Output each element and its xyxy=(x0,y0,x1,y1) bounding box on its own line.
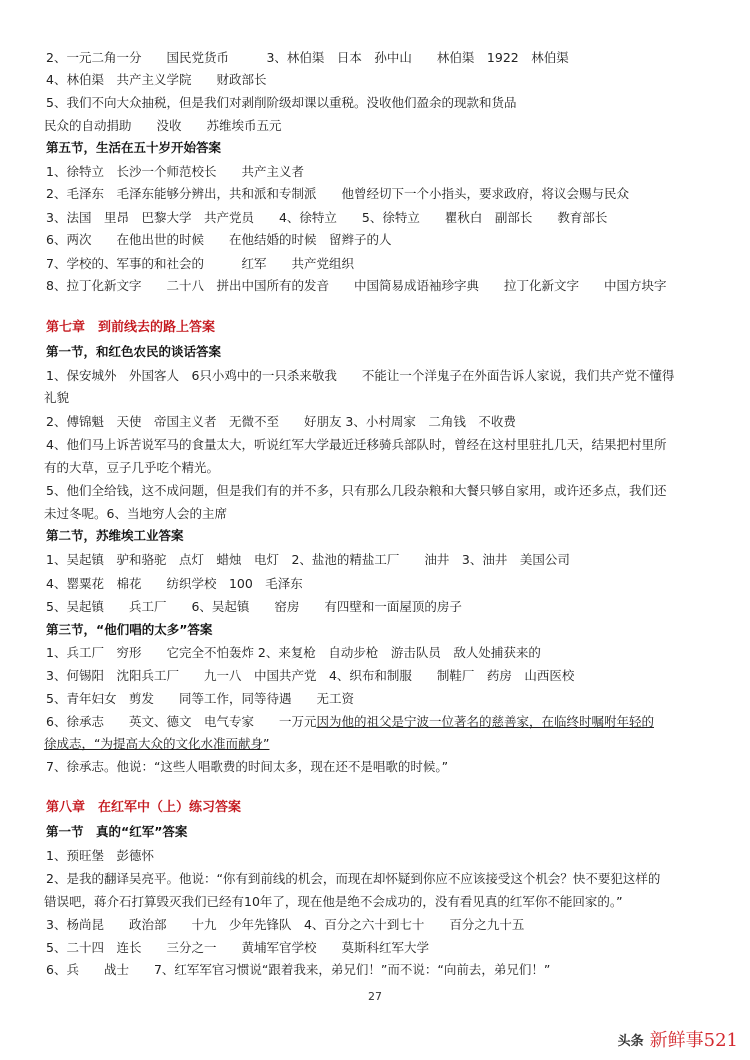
answer-line: 错误吧，蒋介石打算毁灭我们已经有10年了，现在他是绝不会成功的，没有看见真的红军你不能回家的。” xyxy=(44,894,623,909)
answer-line: 1、徐特立 长沙一个师范校长 共产主义者 xyxy=(46,164,304,179)
answer-line: 3、何锡阳 沈阳兵工厂 九一八 中国共产党 4、织布和制服 制鞋厂 药房 山西医校 xyxy=(46,668,575,683)
answer-line: 未过冬呢。6、当地穷人会的主席 xyxy=(44,506,227,521)
chapter-heading: 第八章 在红军中（上）练习答案 xyxy=(46,800,242,815)
answer-line: 5、吴起镇 兵工厂 6、吴起镇 窑房 有四壁和一面屋顶的房子 xyxy=(46,599,462,614)
underlined-answer-line: 徐成志，“为提高大众的文化水准而献身” xyxy=(44,736,270,751)
answer-line: 5、青年妇女 剪发 同等工作，同等待遇 无工资 xyxy=(46,691,354,706)
answer-line: 3、杨尚昆 政治部 十九 少年先锋队 4、百分之六十到七十 百分之九十五 xyxy=(46,917,525,932)
answer-line: 4、罂粟花 棉花 纺织学校 100 毛泽东 xyxy=(46,576,303,591)
page-number: 27 xyxy=(368,990,382,1003)
answer-line: 2、傅锦魁 天使 帝国主义者 无微不至 好朋友 3、小村周家 二角钱 不收费 xyxy=(46,414,516,429)
answer-line: 4、他们马上诉苦说军马的食量太大，听说红军大学最近迁移骑兵部队时，曾经在这村里驻扎几天，结果把村里所 xyxy=(46,437,667,452)
answer-line: 礼貌 xyxy=(44,390,70,405)
answer-line: 7、徐承志。他说：“这些人唱歌费的时间太多，现在还不是唱歌的时候。” xyxy=(46,759,449,774)
section-heading: 第五节，生活在五十岁开始答案 xyxy=(46,140,222,155)
answer-line: 有的大草，豆子几乎吃个精光。 xyxy=(44,460,220,475)
section-heading: 第二节，苏维埃工业答案 xyxy=(46,528,184,543)
answer-line: 5、他们全给钱，这不成问题，但是我们有的并不多，只有那么几段杂粮和大餐只够自家用，或许还多点，我们还 xyxy=(46,483,667,498)
section-heading: 第一节 真的“红军”答案 xyxy=(46,824,188,839)
answer-line: 2、是我的翻译吴亮平。他说：“你有到前线的机会，而现在却怀疑到你应不应该接受这个机会？快不要犯这样的 xyxy=(46,871,661,886)
answer-line: 8、拉丁化新文字 二十八 拼出中国所有的发音 中国简易成语袖珍字典 拉丁化新文字 中国方块字 xyxy=(46,278,667,293)
answer-line: 7、学校的、军事的和社会的 红军 共产党组织 xyxy=(46,256,354,271)
section-heading: 第一节，和红色农民的谈话答案 xyxy=(46,344,222,359)
answer-line xyxy=(46,712,710,732)
answer-line: 6、兵 战士 7、红军军官习惯说“跟着我来，弟兄们！”而不说：“向前去，弟兄们！” xyxy=(46,962,551,977)
section-heading: 第三节，“他们唱的太多”答案 xyxy=(46,622,213,637)
underlined-answer-text: 因为他的祖父是宁波一位著名的慈善家，在临终时嘱咐年轻的 xyxy=(316,714,654,729)
answer-line: 1、兵工厂 穷形 它完全不怕轰炸 2、来复枪 自动步枪 游击队员 敌人处捕获来的 xyxy=(46,645,541,660)
chapter-heading: 第七章 到前线去的路上答案 xyxy=(46,320,216,335)
answer-line: 1、吴起镇 驴和骆驼 点灯 蜡烛 电灯 2、盐池的精盐工厂 油井 3、油井 美国公司 xyxy=(46,552,570,567)
answer-line: 6、两次 在他出世的时候 在他结婚的时候 留辫子的人 xyxy=(46,232,392,247)
answer-line: 5、我们不向大众抽税，但是我们对剥削阶级却课以重税。没收他们盈余的现款和货品 xyxy=(46,95,517,110)
answer-line: 3、法国 里昂 巴黎大学 共产党员 4、徐特立 5、徐特立 瞿秋白 副部长 教育部长 xyxy=(46,210,608,225)
watermark-text: 新鲜事521 xyxy=(649,1030,738,1051)
answer-text: 6、徐承志 英文、德文 电气专家 一万元 xyxy=(46,714,317,729)
answer-line: 5、二十四 连长 三分之一 黄埔军官学校 莫斯科红军大学 xyxy=(46,940,429,955)
answer-line: 2、毛泽东 毛泽东能够分辨出，共和派和专制派 他曾经切下一个小指头，要求政府，将议会赐与民众 xyxy=(46,186,629,201)
answer-line: 民众的自动捐助 没收 苏维埃币五元 xyxy=(44,118,282,133)
watermark xyxy=(618,1026,738,1052)
answer-line: 4、林伯渠 共产主义学院 财政部长 xyxy=(46,72,267,87)
answer-line: 2、一元二角一分 国民党货币 3、林伯渠 日本 孙中山 林伯渠 1922 林伯渠 xyxy=(46,50,569,65)
answer-line: 1、预旺堡 彭德怀 xyxy=(46,848,154,863)
answer-line: 1、保安城外 外国客人 6只小鸡中的一只杀来敬我 不能让一个洋鬼子在外面告诉人家说，我们共产党不懂得 xyxy=(46,368,675,383)
watermark-logo: 头条 xyxy=(617,1033,644,1049)
